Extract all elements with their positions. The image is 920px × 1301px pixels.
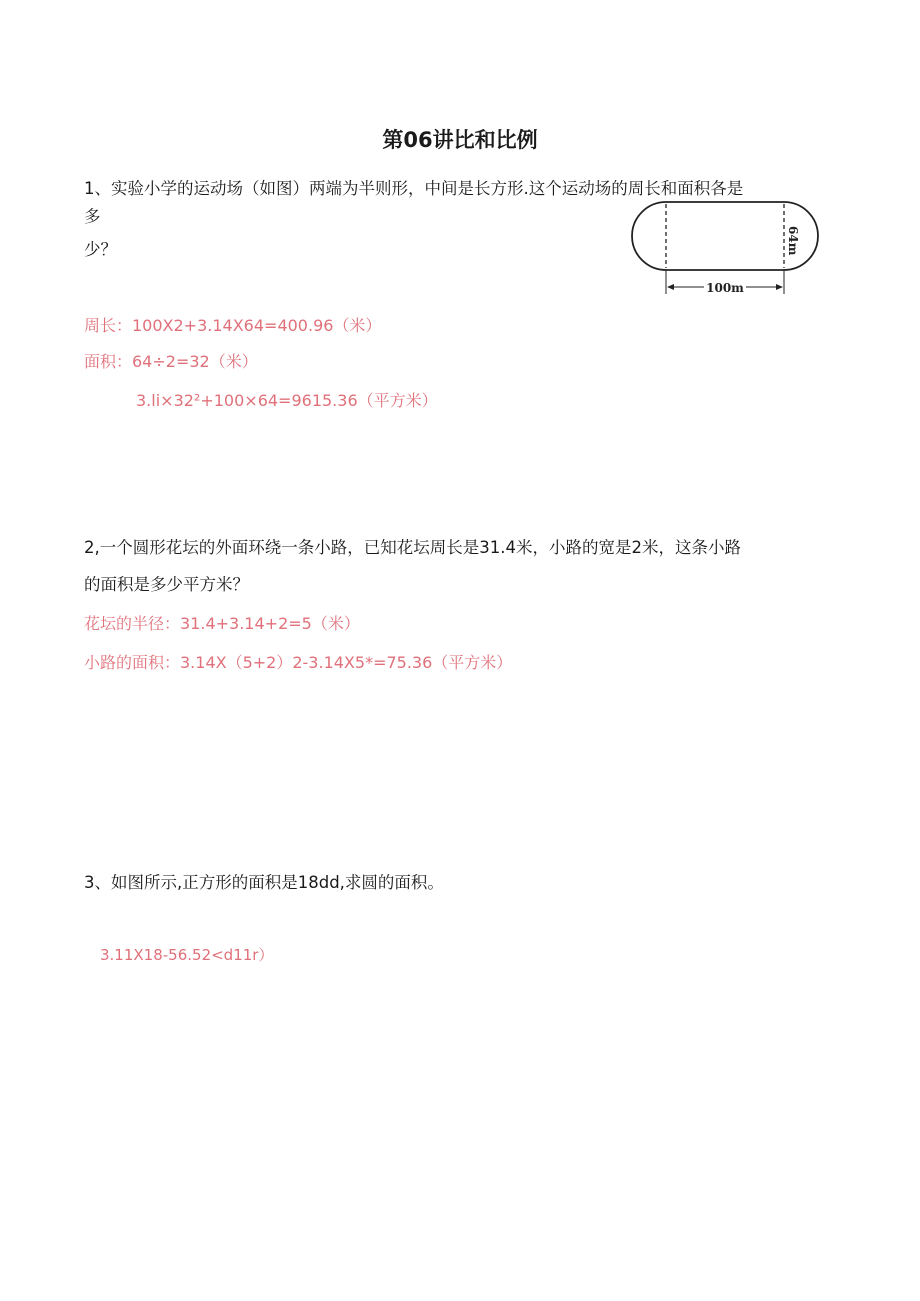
running-track-figure xyxy=(626,196,826,300)
page-title: 第06讲比和比例 xyxy=(382,128,538,152)
height-label: 64m xyxy=(786,226,800,256)
arrowhead-left-icon xyxy=(667,284,674,290)
width-label: 100m xyxy=(706,281,744,295)
answer-2-radius: 花坛的半径：31.4+3.14+2=5（米） xyxy=(84,614,360,633)
answer-3: 3.11X18-56.52<d11r） xyxy=(100,946,274,964)
arrowhead-right-icon xyxy=(776,284,783,290)
answer-1-area-step-1: 面积：64÷2=32（米） xyxy=(84,352,258,371)
question-3-line-1: 3、如图所示,正方形的面积是18dd,求圆的面积。 xyxy=(84,873,444,892)
question-1-line-3: 少？ xyxy=(84,240,117,259)
answer-2-area: 小路的面积：3.14X（5+2）2-3.14X5*=75.36（平方米） xyxy=(84,653,513,672)
running-track-diagram xyxy=(626,196,826,300)
question-1-line-2: 多 xyxy=(84,207,101,226)
answer-1-perimeter: 周长：100X2+3.14X64=400.96（米） xyxy=(84,316,382,335)
question-2-line-1: 2,一个圆形花坛的外面环绕一条小路，已知花坛周长是31.4米，小路的宽是2米，这条小路 xyxy=(84,538,741,557)
question-1-line-1: 1、实验小学的运动场（如图）两端为半则形，中间是长方形.这个运动场的周长和面积各是 xyxy=(84,179,744,198)
question-2-line-2: 的面积是多少平方米？ xyxy=(84,575,249,594)
answer-1-area-step-2: 3.li×32²+100×64=9615.36（平方米） xyxy=(136,391,438,410)
